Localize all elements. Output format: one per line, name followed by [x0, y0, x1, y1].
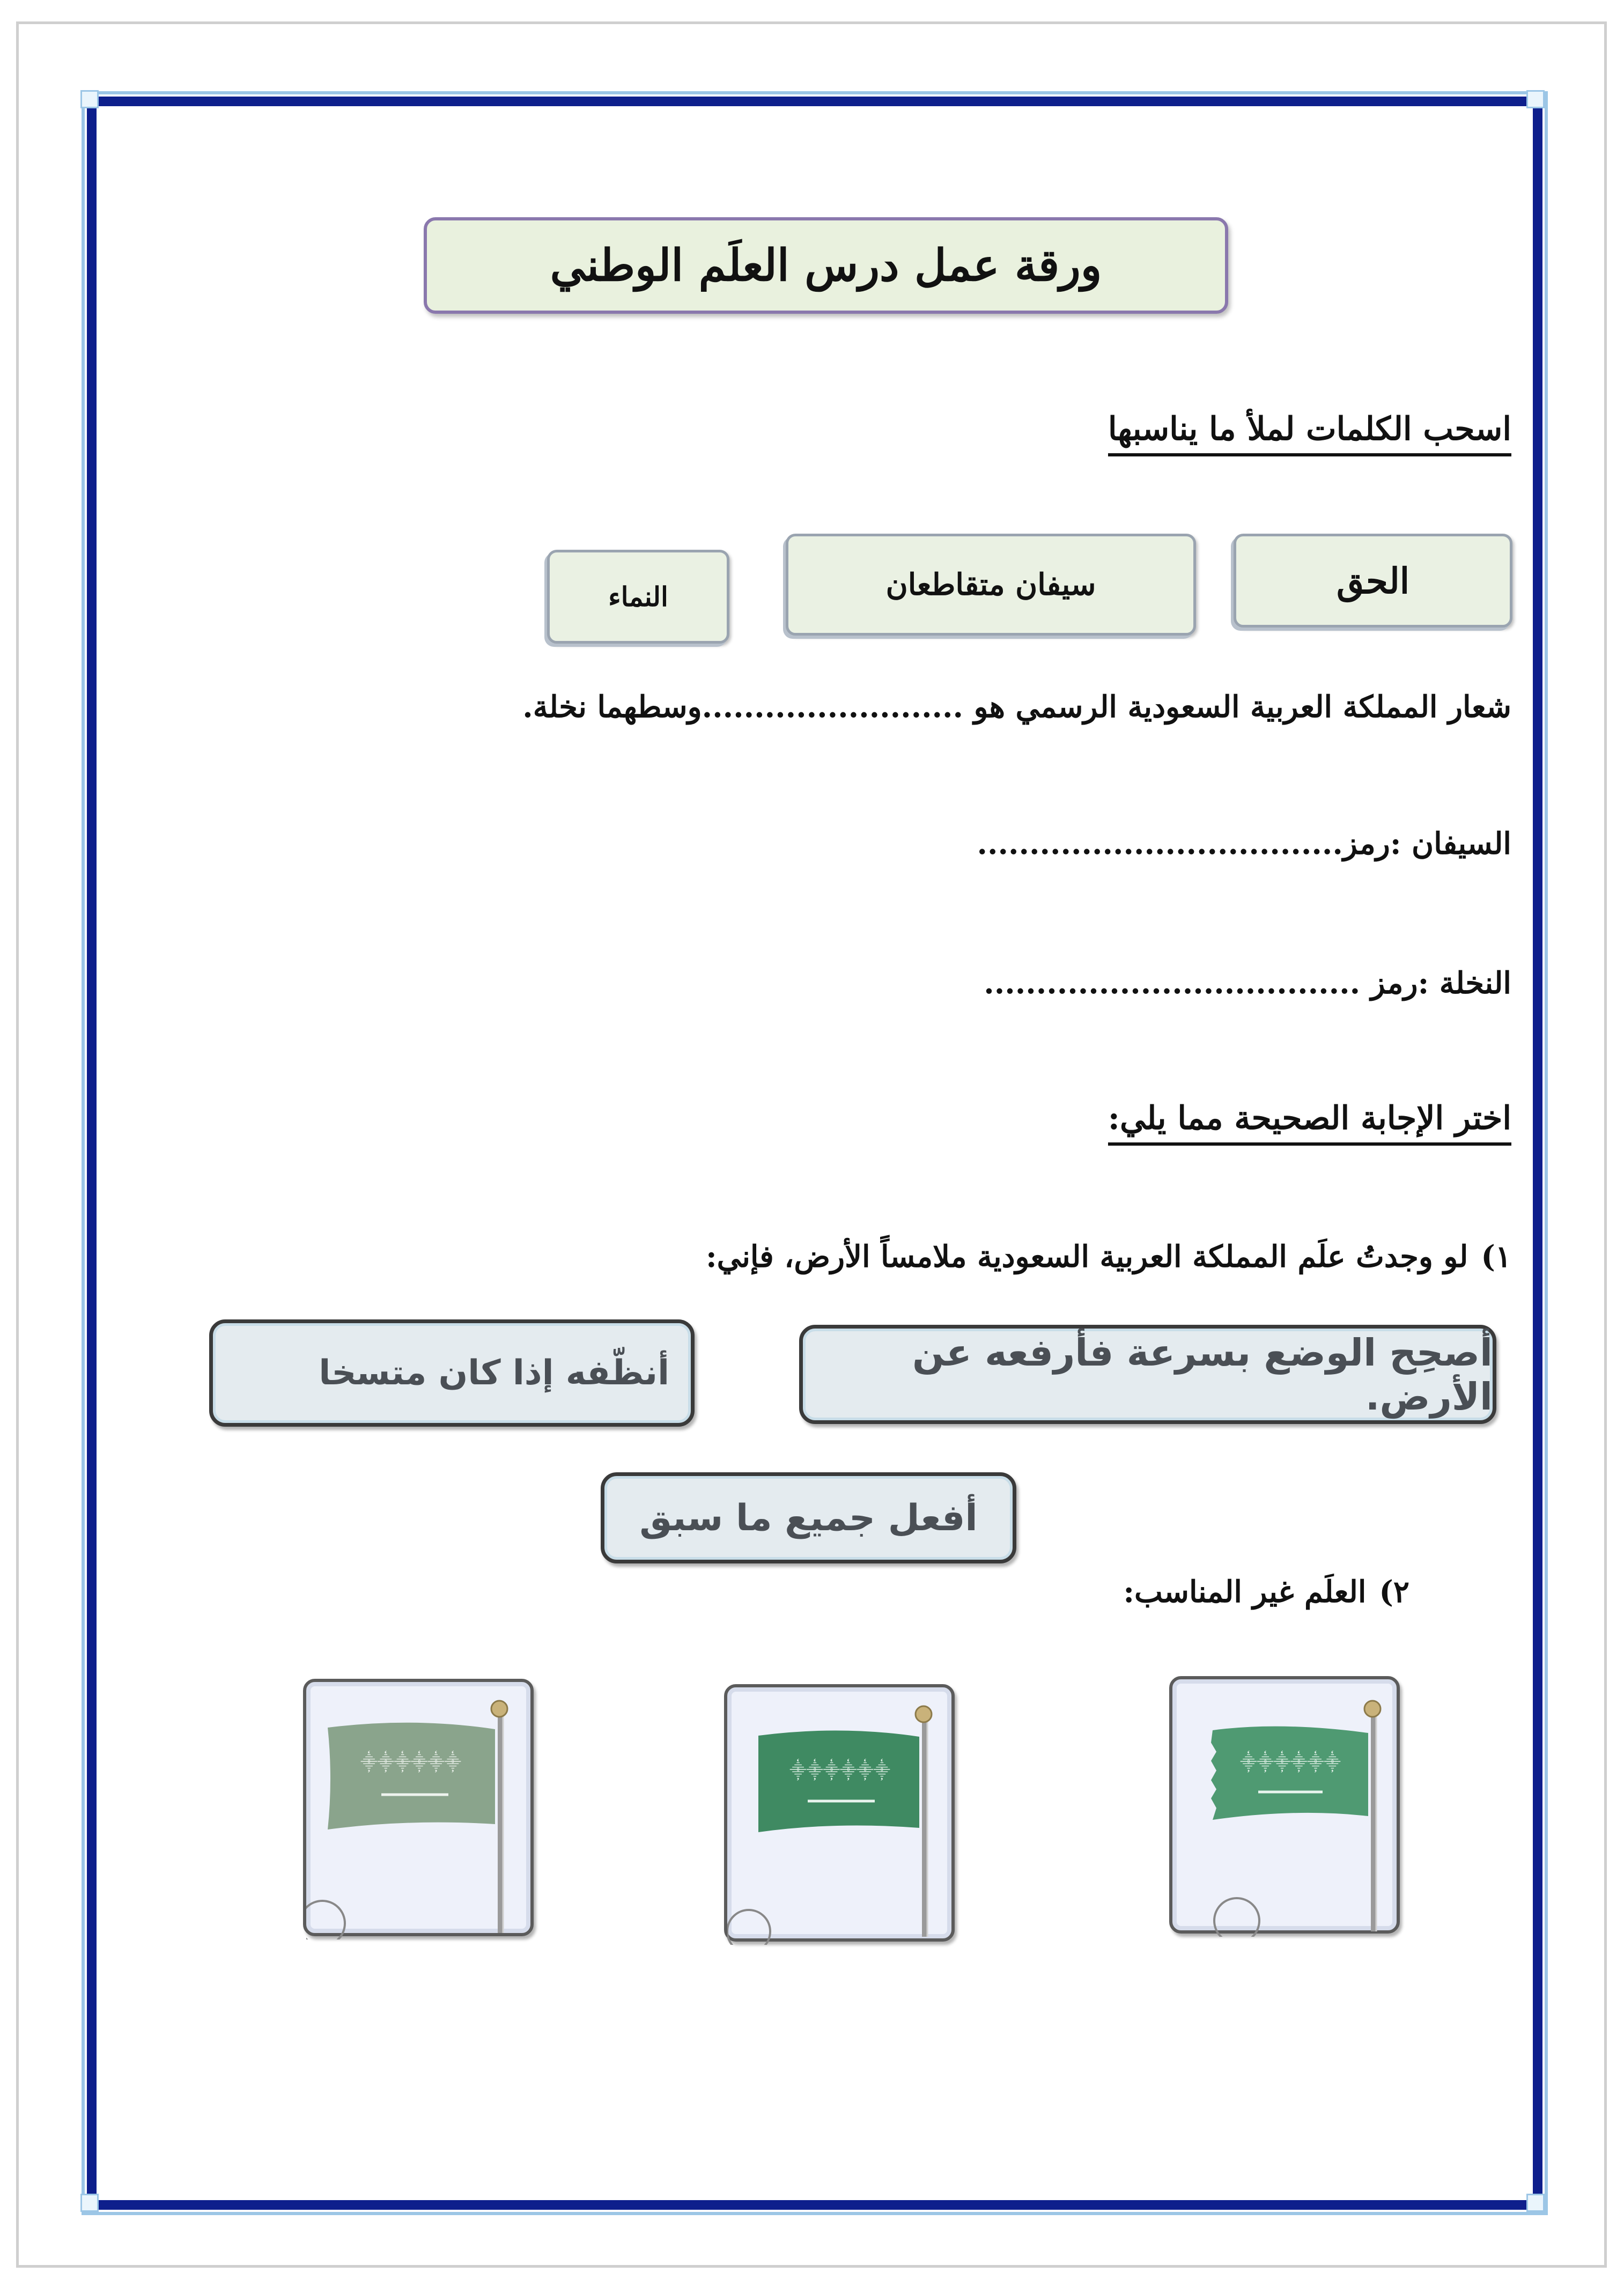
sentence-emblem: شعار المملكة العربية السعودية الرسمي هو .........................وسطهما نخلة. — [522, 689, 1511, 725]
question-1-number: ١) — [1481, 1239, 1511, 1274]
question-2 — [1123, 1574, 1409, 1610]
svg-text:⸎⸎⸎⸎⸎⸎: ⸎⸎⸎⸎⸎⸎ — [789, 1761, 890, 1780]
word-box-growth[interactable]: النماء — [547, 550, 729, 644]
flag-on-pole-icon — [727, 1687, 958, 1945]
flag-option-left[interactable] — [303, 1679, 534, 1936]
frame-corner — [80, 2194, 99, 2212]
section1-heading: اسحب الكلمات لملأ ما يناسبها — [1108, 410, 1511, 456]
flag-option-middle[interactable] — [724, 1684, 955, 1942]
section2-heading: اختر الإجابة الصحيحة مما يلي: — [1108, 1100, 1511, 1146]
title-box — [424, 217, 1228, 314]
option-all-above[interactable]: أفعل جميع ما سبق — [601, 1472, 1016, 1563]
question-2-number: ٢) — [1379, 1574, 1409, 1610]
frame-corner — [1526, 2194, 1545, 2212]
flag-on-pole-icon — [1172, 1679, 1403, 1937]
question-1 — [706, 1239, 1511, 1274]
flag-cloth — [328, 1723, 495, 1829]
option-clean-flag[interactable]: أنظّفه إذا كان متسخا — [209, 1319, 695, 1427]
word-box-crossed-swords[interactable]: سيفان متقاطعان — [786, 534, 1196, 636]
page-title: ورقة عمل درس العلَم الوطني — [550, 240, 1102, 291]
flag-cloth — [1211, 1727, 1368, 1820]
question-2-text: العلَم غير المناسب: — [1123, 1574, 1367, 1610]
flag-option-right[interactable] — [1169, 1676, 1400, 1934]
svg-text:⸎⸎⸎⸎⸎⸎: ⸎⸎⸎⸎⸎⸎ — [1240, 1753, 1341, 1772]
flag-cloth — [758, 1730, 919, 1832]
sentence-swords: السيفان :رمز................................... — [977, 826, 1511, 861]
sentence-palm: النخلة :رمز .................................... — [984, 965, 1511, 1001]
question-1-text: لو وجدتُ علَم المملكة العربية السعودية ملامساً الأرض، فإني: — [705, 1239, 1468, 1274]
frame-corner — [1526, 90, 1545, 108]
flag-on-pole-icon — [306, 1682, 537, 1939]
svg-text:⸎⸎⸎⸎⸎⸎: ⸎⸎⸎⸎⸎⸎ — [360, 1753, 461, 1772]
word-box-truth[interactable]: الحق — [1234, 534, 1512, 628]
frame-corner — [80, 90, 99, 108]
option-raise-flag[interactable]: أصحِح الوضع بسرعة فأرفعه عن الأرض. — [799, 1325, 1496, 1424]
